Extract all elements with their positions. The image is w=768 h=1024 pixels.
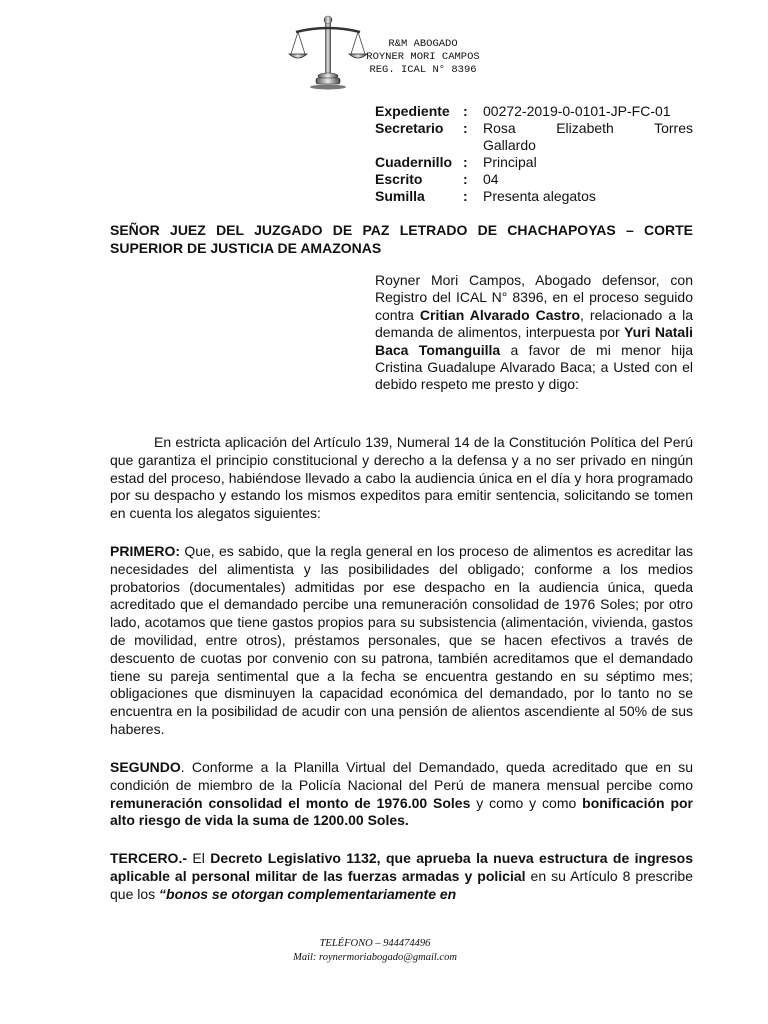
letterhead-reg: REG. ICAL N° 8396 xyxy=(369,64,477,76)
defendant-name: Critian Alvarado Castro xyxy=(419,306,581,323)
meta-row-cuadernillo: Cuadernillo : Principal xyxy=(375,154,537,170)
meta-row-sumilla: Sumilla : Presenta alegatos xyxy=(375,188,596,204)
letterhead-name: ROYNER MORI CAMPOS xyxy=(366,51,480,63)
paragraph-tercero: TERCERO.- El Decreto Legislativo 1132, que aprueba la nueva estructura de ingresos aplicable al personal militar de las fuerzas armadas y policial en su Artículo 8 prescribe que los “bonos se otorgan complementariamente en xyxy=(110,850,693,902)
meta-row-secretario: Secretario : Rosa Elizabeth Torres Gallardo xyxy=(375,120,693,153)
paragraph-intro-legal: En estricta aplicación del Artículo 139, Numeral 14 de la Constitución Política del Perú que garantiza el principio constitucional y derecho a la defensa y a no ser privado en ningún estad del proceso, habiéndose llevado a cabo la audiencia única en el día y hora programado por su despacho y estando los mismos expeditos para emitir sentencia, solicitando se tomen en cuenta los alegatos siguientes: xyxy=(110,434,693,522)
footer-email: Mail: roynermoriabogado@gmail.com xyxy=(293,952,457,963)
segundo-label: SEGUNDO xyxy=(110,759,181,775)
footer-phone: TELÉFONO – 944474496 xyxy=(319,938,431,949)
meta-row-escrito: Escrito : 04 xyxy=(375,171,499,187)
addressee-heading: SEÑOR JUEZ DEL JUZGADO DE PAZ LETRADO DE CHACHAPOYAS – CORTE SUPERIOR DE JUSTICIA DE AMAZONAS xyxy=(110,222,693,256)
footer-contact xyxy=(250,937,500,965)
paragraph-segundo: SEGUNDO. Conforme a la Planilla Virtual del Demandado, queda acreditado que en su condición de miembro de la Policía Nacional del Perú de manera mensual percibe como remuneración consolidad el monto de 1976.00 Soles y como y como bonificación por alto riesgo de vida la suma de 1200.00 Soles. xyxy=(110,759,693,829)
meta-row-expediente: Expediente : 00272-2019-0-0101-JP-FC-01 xyxy=(375,103,671,119)
paragraph-primero: PRIMERO: Que, es sabido, que la regla general en los proceso de alimentos es acreditar las necesidades del alimentista y las posibilidades del obligado; conforme a los medios probatorios (documentales) admitidas por ese despacho en la audiencia única, queda acreditado que el demandado percibe una remuneración consolidad de 1976 Soles; por otro lado, acotamos que tiene gastos propios para su subsistencia (alimentación, vivienda, gastos de movilidad, entre otros), préstamos personales, que se hacen efectivos a través de descuento de cuotas por convenio con su patrona, también acreditamos que el demandado tiene su pareja sentimental que a la fecha se encuentra gestando en su séptimo mes; obligaciones que disminuyen la capacidad económica del demandado, por lo tanto no se encuentra en la posibilidad de acudir con una pensión de alientos ascendiente al 50% de sus haberes. xyxy=(110,543,693,737)
plaintiff-name: Yuri Natali Baca Tomanguilla xyxy=(375,324,693,358)
letterhead-firm: R&M ABOGADO xyxy=(388,38,458,50)
case-metadata xyxy=(375,103,693,205)
primero-label: PRIMERO: xyxy=(110,543,180,559)
tercero-label: TERCERO.- xyxy=(110,850,187,866)
letterhead xyxy=(362,38,484,77)
intro-paragraph: Royner Mori Campos, Abogado defensor, con Registro del ICAL N° 8396, en el proceso seguido contra Critian Alvarado Castro, relacionado a la demanda de alimentos, interpuesta por Yuri Natali Baca Tomanguilla a favor de mi menor hija Cristina Guadalupe Alvarado Baca; a Usted con el debido respeto me presto y digo: xyxy=(375,272,693,393)
scales-of-justice-icon xyxy=(288,10,368,90)
